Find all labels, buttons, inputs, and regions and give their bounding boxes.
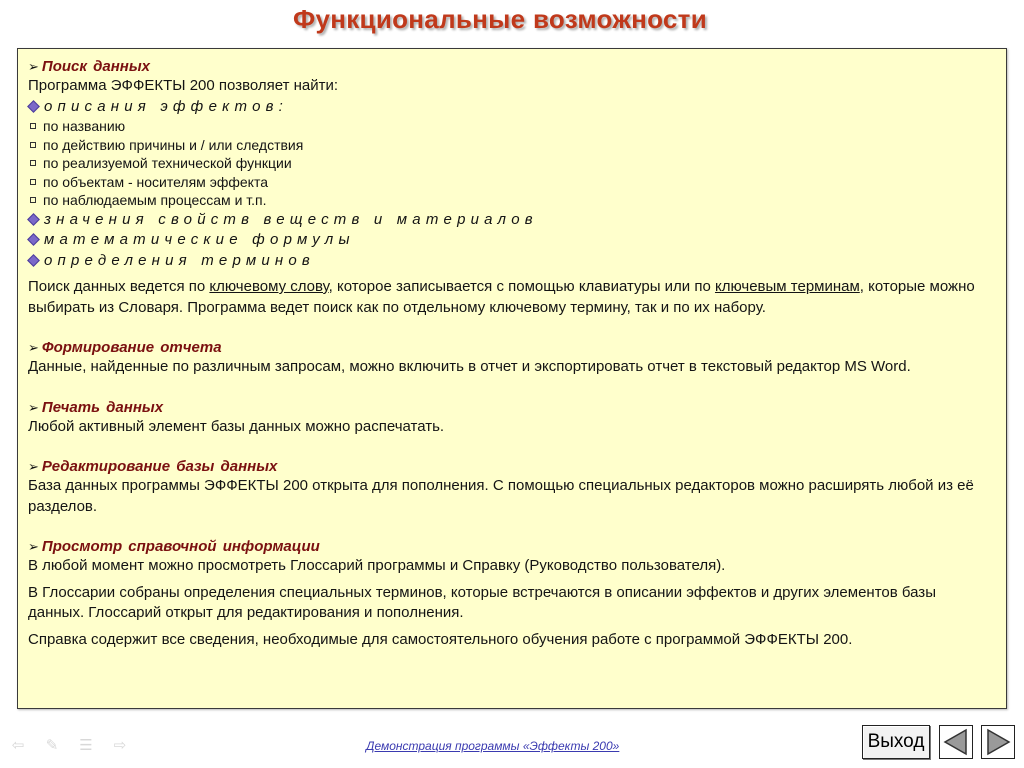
previous-button[interactable]	[939, 725, 973, 759]
page-title: Функциональные возможности	[292, 4, 707, 34]
triangle-right-icon	[983, 727, 1013, 757]
section-heading-report: ➢ Формирование отчета	[28, 339, 222, 356]
print-text: Любой активный элемент базы данных можно распечатать.	[28, 417, 445, 435]
help-text-2: В Глоссарии собраны определения специальных терминов, которые встречаются в описании эффектов и других элементов базы данных. Глоссарий открыт для редактирования и пополнения.	[28, 583, 936, 621]
next-button[interactable]	[981, 725, 1015, 759]
arrow-bullet-icon: ➢	[28, 59, 39, 74]
section-heading-edit: ➢ Редактирование базы данных	[28, 458, 278, 475]
pen-icon[interactable]: ✎	[45, 737, 59, 754]
sub-item: по действию причины и / или следствия	[28, 136, 996, 155]
report-text: Данные, найденные по различным запросам, можно включить в отчет и экспортировать отчет в текстовый редактор MS Word.	[28, 358, 911, 375]
sub-item: по реализуемой технической функции	[28, 154, 996, 173]
category-item: значения свойств веществ и материалов	[28, 210, 996, 231]
diamond-bullet-icon	[27, 100, 40, 113]
content-panel	[17, 48, 1007, 709]
bottom-left-toolbar	[8, 738, 130, 754]
diamond-bullet-icon	[27, 254, 40, 267]
arrow-bullet-icon: ➢	[28, 539, 39, 554]
arrow-bullet-icon: ➢	[28, 340, 39, 355]
arrow-bullet-icon: ➢	[28, 399, 39, 415]
square-bullet-icon	[30, 123, 36, 129]
keyword-link[interactable]: ключевому слову	[209, 278, 329, 295]
category-item: описания эффектов:	[28, 97, 996, 118]
arrow-right-icon[interactable]: ⇨	[113, 737, 127, 754]
exit-button[interactable]: Выход	[862, 725, 930, 759]
edit-text: База данных программы ЭФФЕКТЫ 200 открыта для пополнения. С помощью специальных редакторов можно расширять любой из её разделов.	[28, 477, 974, 515]
square-bullet-icon	[30, 142, 36, 148]
triangle-left-icon	[941, 727, 971, 757]
square-bullet-icon	[30, 179, 36, 185]
help-text-1: В любой момент можно просмотреть Глоссарий программы и Справку (Руководство пользователя).	[28, 557, 726, 574]
section-heading-search: ➢ Поиск данных	[28, 58, 151, 75]
arrow-left-icon[interactable]: ⇦	[11, 737, 25, 754]
section-heading-help: ➢ Просмотр справочной информации	[28, 538, 320, 555]
demo-link[interactable]: Демонстрация программы «Эффекты 200»	[366, 739, 620, 753]
square-bullet-icon	[30, 160, 36, 166]
diamond-bullet-icon	[27, 233, 40, 246]
menu-icon[interactable]: ☰	[79, 737, 93, 754]
square-bullet-icon	[30, 197, 36, 203]
category-item: математические формулы	[28, 230, 996, 251]
help-text-3: Справка содержит все сведения, необходимые для самостоятельного обучения работе с программой ЭФФЕКТЫ 200.	[28, 630, 853, 648]
sub-item: по объектам - носителям эффекта	[28, 173, 996, 192]
search-description: Поиск данных ведется по ключевому слову, которое записывается с помощью клавиатуры или по ключевым терминам, которые можно выбирать из Словаря. Программа ведет поиск как по отдельному ключевому термину, так и по их набору.	[28, 278, 975, 316]
search-intro: Программа ЭФФЕКТЫ 200 позволяет найти:	[28, 77, 339, 94]
arrow-bullet-icon: ➢	[28, 459, 39, 474]
key-terms-link[interactable]: ключевым терминам	[714, 278, 860, 295]
diamond-bullet-icon	[27, 213, 40, 226]
category-item: определения терминов	[28, 251, 996, 272]
sub-item: по названию	[28, 117, 996, 136]
section-heading-print: ➢ Печать данных	[28, 398, 164, 416]
sub-item: по наблюдаемым процессам и т.п.	[28, 191, 996, 210]
